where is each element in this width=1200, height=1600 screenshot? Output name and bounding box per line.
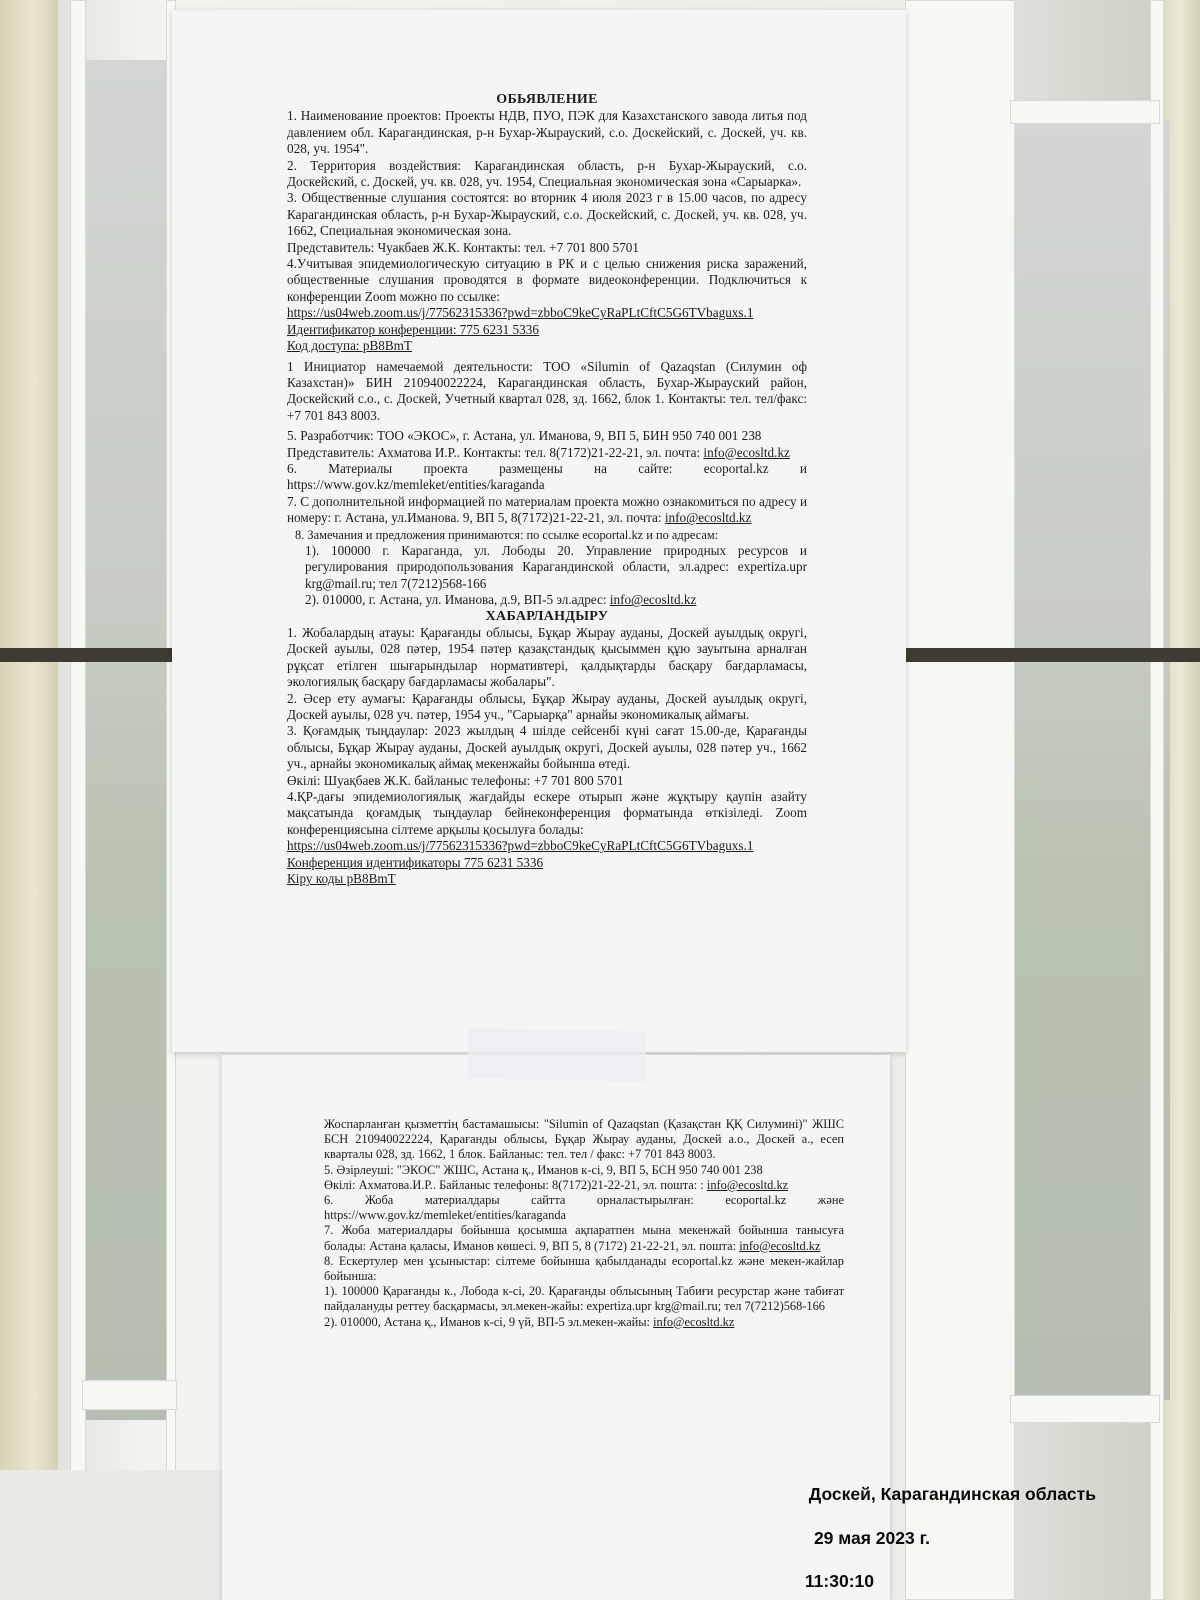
notice-title-ru: ОБЬЯВЛЕНИЕ bbox=[496, 92, 598, 107]
conference-id: Конференция идентификаторы 775 6231 5336 bbox=[287, 854, 544, 870]
window-frame bbox=[70, 0, 86, 1600]
address-2 bbox=[324, 1315, 844, 1330]
zoom-link[interactable]: https://us04web.zoom.us/j/77562315336?pwd=zbboC9keCyRaPLtCftC5G6TVbaguxs.1 bbox=[287, 305, 754, 321]
notice-item: 1. Наименование проектов: Проекты НДВ, ПУО, ПЭК для Казахстанского завода литья под давлением обл. Карагандинская, р-н Бухар-Жырауский, с.о. Доскейский, с. Доскей, уч. кв. 028, уч. 1954". bbox=[287, 108, 807, 157]
notice-item: Представитель: Чуакбаев Ж.К. Контакты: тел. +7 701 800 5701 bbox=[287, 239, 639, 255]
developer-info: 5. Әзірлеуші: "ЭКОС" ЖШС, Астана қ., Иманов к-сі, 9, ВП 5, БСН 950 740 001 238 bbox=[324, 1162, 763, 1177]
notice-ru bbox=[287, 92, 807, 888]
additional-text: 7. С дополнительной информацией по материалам проекта можно ознакомиться по адресу и номеру: г. Астана, ул.Иманова. 9, ВП 5, 8(7172)21-22-21, эл. почта: bbox=[287, 493, 807, 526]
window-frame bbox=[905, 0, 1015, 1600]
notice-sheet-2 bbox=[222, 1055, 890, 1600]
email-link[interactable]: info@ecosltd.kz bbox=[664, 510, 752, 526]
additional-info bbox=[287, 494, 807, 527]
notice-item: 3. Қоғамдық тыңдаулар: 2023 жылдың 4 шілде сейсенбі күні сағат 15.00-де, Қарағанды облысы, Бұқар Жырау ауданы, Доскей ауылдық округі, Доскей ауылы, 028 пәтер уч., 1662 уч., арнайы экономикалық аймақ мекенжайы бойынша өтеді. bbox=[287, 723, 807, 772]
address-2-text: 2). 010000, г. Астана, ул. Иманова, д.9, ВП-5 эл.адрес: bbox=[305, 592, 607, 608]
developer-info: 5. Разработчик: ТОО «ЭКОС», г. Астана, ул. Иманова, 9, ВП 5, БИН 950 740 001 238 bbox=[287, 428, 762, 444]
window-glass-left bbox=[82, 60, 174, 1420]
additional-info bbox=[324, 1223, 844, 1253]
address-2 bbox=[287, 592, 807, 608]
materials-info: 6. Жоба материалдары сайтта орналастырылған: ecoportal.kz және https://www.gov.kz/memleket/entities/karaganda bbox=[324, 1193, 844, 1223]
window-frame bbox=[1010, 100, 1160, 124]
remarks-info: 8. Замечания и предложения принимаются: по ссылке ecoportal.kz и по адресам: bbox=[295, 527, 719, 542]
initiator-info: Жоспарланған қызметтің бастамашысы: "Silumin of Qazaqstan (Қазақстан ҚҚ Силумині)" ЖШС БСН 210940022224, Қарағанды облысы, Бұқар Жырау ауданы, Доскей а.о., Доскей а., есеп кварталы 028, зд. 1662, 1 блок. Байланыс: тел. тел / факс: +7 701 843 8003. bbox=[324, 1117, 844, 1162]
remarks-info: 8. Ескертулер мен ұсыныстар: сілтеме бойынша қабылданады ecoportal.kz және мекен-жайлар бойынша: bbox=[324, 1253, 844, 1284]
notice-sheet-1 bbox=[172, 10, 906, 1052]
email-link[interactable]: info@ecosltd.kz bbox=[703, 444, 790, 460]
address-1: 1). 100000 Қарағанды к., Лобода к-сі, 20. Қарағанды облысының Табиғи ресурстар және табиғат пайдалануды реттеу басқармасы, эл.мекен-жайы: expertiza.upr krg@mail.ru; тел 7(7212)568-166 bbox=[324, 1284, 844, 1314]
adhesive-tape bbox=[468, 1028, 647, 1081]
stamp-location: Доскей, Карагандинская область bbox=[808, 1484, 1096, 1504]
email-link[interactable]: info@ecosltd.kz bbox=[609, 592, 697, 608]
developer-rep-text: Өкілі: Ахматова.И.Р.. Байланыс телефоны: 8(7172)21-22-21, эл. пошта: : bbox=[324, 1177, 704, 1192]
window-frame bbox=[1150, 0, 1164, 1600]
notice-item: 4.ҚР-дағы эпидемиологиялық жағдайды ескере отырып және жұқтыру қаупін азайту мақсатында қоғамдық тыңдаулар бейнеконференция форматында өткізіледі. Zoom конференциясына сілтеме арқылы қосылуға болады: bbox=[287, 789, 807, 837]
address-1: 1). 100000 г. Караганда, ул. Лободы 20. Управление природных ресурсов и регулирования природопользования Карагандинской области, эл.адрес: expertiza.upr krg@mail.ru; тел 7(7212)568-166 bbox=[305, 542, 807, 591]
notice-item: 2. Территория воздействия: Карагандинская область, р-н Бухар-Жырауский, с.о. Доскейский, с. Доскей, уч. кв. 028, уч. 1954, Специальная экономическая зона «Сарыарка». bbox=[287, 157, 807, 190]
developer-representative bbox=[287, 445, 807, 461]
access-code: Код доступа: pB8BmT bbox=[287, 338, 412, 354]
notice-item: 2. Әсер ету аумағы: Қарағанды облысы, Бұқар Жырау ауданы, Доскей ауылдық округі, Доскей ауылы, 028 уч. пәтер, 1954 уч., "Сарыарқа" арнайы экономикалық аймағы. bbox=[287, 690, 807, 723]
stamp-time: 11:30:10 bbox=[804, 1571, 874, 1591]
notice-item: 4.Учитывая эпидемиологическую ситуацию в РК и с целью снижения риска заражений, общественные слушания проводятся в формате видеоконференции. Подключиться к конференции Zoom можно по ссылке: bbox=[287, 256, 807, 304]
left-curtain bbox=[0, 0, 58, 1600]
email-link[interactable]: info@ecosltd.kz bbox=[739, 1238, 821, 1253]
notice-item: 1. Жобалардың атауы: Қарағанды облысы, Бұқар Жырау ауданы, Доскей ауылдық округі, Доскей ауылы, 028 пәтер, 1954 пәтер қазақстандық қысыммен құю зауытына арналған рұқсат етілген шығарындылар нормативтері, қалдықтарды басқару бағдарламасы, экологиялық басқару бағдарламасы жобалары". bbox=[287, 625, 807, 690]
additional-text: 7. Жоба материалдары бойынша қосымша ақпаратпен мына мекенжай бойынша танысуға болады: Астана қаласы, Иманов көшесі. 9, ВП 5, 8 (7172) 21-22-21, эл. пошта: bbox=[324, 1223, 844, 1253]
notice-kz-continued bbox=[324, 1117, 844, 1330]
notice-item: 3. Общественные слушания состоятся: во вторник 4 июля 2023 г в 15.00 часов, по адресу Карагандинская область, р-н Бухар-Жырауский, с.о. Доскейский, с. Доскей, уч. кв. 028, уч. 1662, Специальная экономическая зона. bbox=[287, 190, 807, 239]
developer-rep-text: Представитель: Ахматова И.Р.. Контакты: тел. 8(7172)21-22-21, эл. почта: bbox=[287, 444, 701, 460]
notice-title-kz: ХАБАРЛАНДЫРУ bbox=[485, 608, 609, 624]
stamp-date: 29 мая 2023 г. bbox=[813, 1528, 930, 1548]
email-link[interactable]: info@ecosltd.kz bbox=[706, 1177, 789, 1192]
zoom-link[interactable]: https://us04web.zoom.us/j/77562315336?pwd=zbboC9keCyRaPLtCftC5G6TVbaguxs.1 bbox=[287, 838, 754, 854]
developer-representative bbox=[324, 1178, 844, 1193]
materials-info: 6. Материалы проекта размещены на сайте: ecoportal.kz и https://www.gov.kz/memleket/entities/karaganda bbox=[287, 460, 807, 493]
address-2-text: 2). 010000, Астана қ., Иманов к-сі, 9 үй, ВП-5 эл.мекен-жайы: bbox=[324, 1314, 650, 1329]
notice-item: Өкілі: Шуақбаев Ж.К. байланыс телефоны: +7 701 800 5701 bbox=[287, 772, 624, 788]
access-code: Кіру коды pB8BmT bbox=[287, 871, 396, 887]
window-frame bbox=[1010, 1395, 1160, 1423]
initiator-info: 1 Инициатор намечаемой деятельности: ТОО «Silumin of Qazaqstan (Силумин оф Казахстан)» БИН 210940022224, Карагандинская область, Бухар-Жырауский район, Доскейский с.о., с. Доскей, Учетный квартал 028, зд. 1662, блок 1. Контакты: тел. тел/факс: +7 701 843 8003. bbox=[287, 358, 807, 423]
conference-id: Идентификатор конференции: 775 6231 5336 bbox=[287, 321, 539, 337]
email-link[interactable]: info@ecosltd.kz bbox=[653, 1314, 735, 1329]
window-sill bbox=[0, 1470, 240, 1600]
window-glass-right bbox=[1010, 120, 1170, 1400]
window-frame bbox=[82, 1380, 177, 1410]
